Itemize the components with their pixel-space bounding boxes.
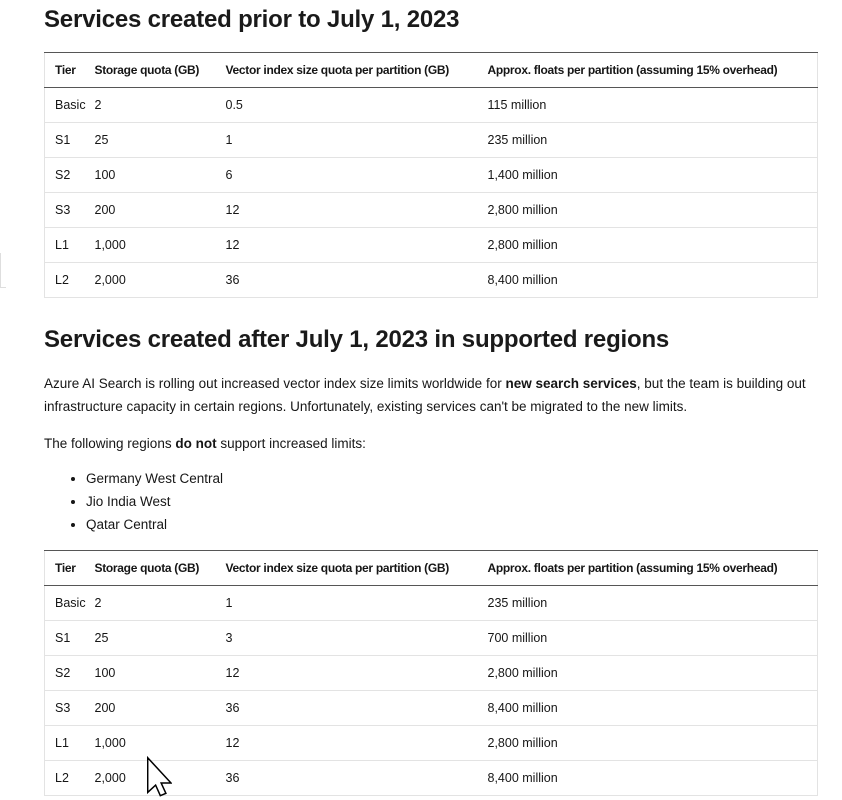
table-cell: 8,400 million — [478, 691, 818, 726]
table-cell: S1 — [45, 123, 85, 158]
table-body — [45, 586, 818, 796]
regions-note-paragraph — [44, 432, 818, 455]
table-cell: 115 million — [478, 88, 818, 123]
table-row — [45, 691, 818, 726]
column-header: Approx. floats per partition (assuming 15% overhead) — [478, 551, 818, 586]
table-cell: 2 — [85, 586, 216, 621]
table-row — [45, 621, 818, 656]
section-heading-after: Services created after July 1, 2023 in supported regions — [44, 326, 670, 353]
table-cell: 12 — [216, 228, 478, 263]
table-cell: S2 — [45, 656, 85, 691]
intro-bold-text: new search services — [505, 376, 637, 391]
intro-paragraph — [44, 372, 818, 418]
region-item: • Qatar Central — [86, 513, 818, 536]
table-cell: 6 — [216, 158, 478, 193]
quota-table-after — [44, 550, 818, 796]
table-cell: 2,800 million — [478, 656, 818, 691]
table-cell: 100 — [85, 656, 216, 691]
table-row — [45, 656, 818, 691]
column-header: Vector index size quota per partition (GB) — [216, 551, 478, 586]
table-cell: 8,400 million — [478, 761, 818, 796]
table-cell: 2,800 million — [478, 193, 818, 228]
table-cell: 12 — [216, 656, 478, 691]
table-cell: 12 — [216, 726, 478, 761]
table-cell: 2,800 million — [478, 726, 818, 761]
table-row — [45, 123, 818, 158]
table-row — [45, 586, 818, 621]
table-cell: 2,000 — [85, 263, 216, 298]
table-cell: 235 million — [478, 123, 818, 158]
table-cell: 12 — [216, 193, 478, 228]
regions-note-text-before: The following regions — [44, 436, 176, 451]
table-cell: 1,400 million — [478, 158, 818, 193]
section-heading-prior: Services created prior to July 1, 2023 — [44, 6, 460, 33]
table-cell: 200 — [85, 691, 216, 726]
table-cell: 1 — [216, 586, 478, 621]
table-cell: S2 — [45, 158, 85, 193]
column-header: Tier — [45, 551, 85, 586]
table-cell: L1 — [45, 726, 85, 761]
table-cell: 1,000 — [85, 726, 216, 761]
table-cell: 235 million — [478, 586, 818, 621]
column-header: Vector index size quota per partition (GB) — [216, 53, 478, 88]
table-row — [45, 228, 818, 263]
table-cell: 36 — [216, 691, 478, 726]
table-row — [45, 88, 818, 123]
table-cell: 8,400 million — [478, 263, 818, 298]
table-row — [45, 761, 818, 796]
table-cell: L1 — [45, 228, 85, 263]
clipped-element-edge — [0, 253, 1, 287]
region-list — [44, 467, 818, 536]
clipped-element-edge-tick — [0, 287, 6, 288]
table-cell: S3 — [45, 193, 85, 228]
table-cell: 36 — [216, 761, 478, 796]
table-header-row — [45, 53, 818, 88]
column-header: Approx. floats per partition (assuming 15% overhead) — [478, 53, 818, 88]
table-cell: L2 — [45, 761, 85, 796]
column-header: Storage quota (GB) — [85, 53, 216, 88]
region-item: • Jio India West — [86, 490, 818, 513]
table-row — [45, 263, 818, 298]
table-cell: 2,000 — [85, 761, 216, 796]
table-cell: 700 million — [478, 621, 818, 656]
region-item: • Germany West Central — [86, 467, 818, 490]
column-header: Storage quota (GB) — [85, 551, 216, 586]
table-body — [45, 88, 818, 298]
table-cell: 200 — [85, 193, 216, 228]
table-cell: 2 — [85, 88, 216, 123]
table-row — [45, 193, 818, 228]
table-cell: 2,800 million — [478, 228, 818, 263]
table-cell: 1,000 — [85, 228, 216, 263]
intro-text-after: , but the team is building out infrastructure capacity in certain regions. Unfortunately, existing services can't be migrated to the new limits. — [44, 376, 806, 414]
table-cell: 36 — [216, 263, 478, 298]
quota-table-prior — [44, 52, 818, 298]
table-cell: 1 — [216, 123, 478, 158]
table-row — [45, 158, 818, 193]
table-cell: S3 — [45, 691, 85, 726]
table-cell: Basic — [45, 586, 85, 621]
table-cell: Basic — [45, 88, 85, 123]
table-cell: 25 — [85, 123, 216, 158]
regions-note-bold-text: do not — [175, 436, 217, 451]
table-cell: L2 — [45, 263, 85, 298]
table-header-row — [45, 551, 818, 586]
column-header: Tier — [45, 53, 85, 88]
table-cell: 3 — [216, 621, 478, 656]
table-row — [45, 726, 818, 761]
table-cell: 0.5 — [216, 88, 478, 123]
table-cell: 100 — [85, 158, 216, 193]
regions-note-text-after: support increased limits: — [216, 436, 366, 451]
intro-text-before: Azure AI Search is rolling out increased vector index size limits worldwide for — [44, 376, 506, 391]
table-cell: S1 — [45, 621, 85, 656]
table-cell: 25 — [85, 621, 216, 656]
